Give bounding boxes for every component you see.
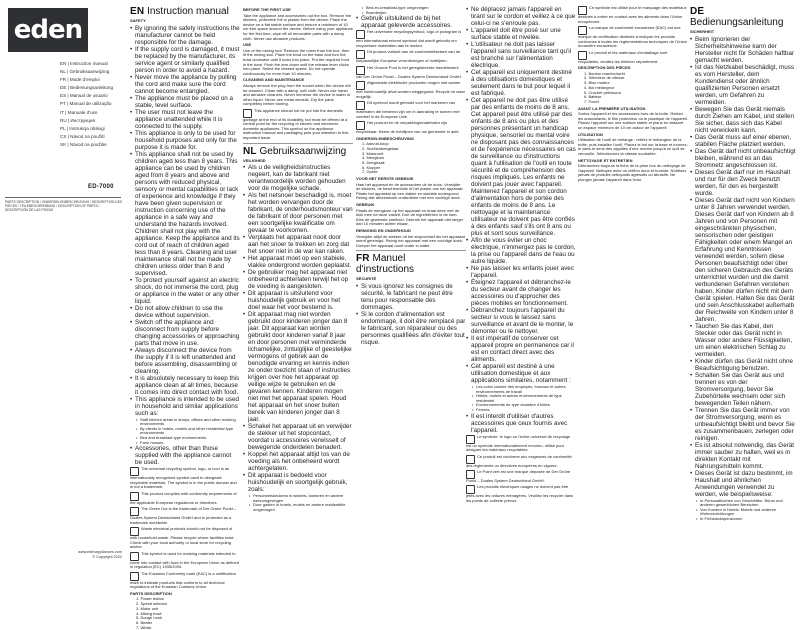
list-item: • This appliance shall not be used by children aged less than 8 years. This appliance can be used by children aged from 8 years and above and persons with reduced physical, sensory or mental capabilities or lack of experience and knowledge if they have been given supervision or instruction concerning use of the appliance in a safe way and understand the hazards involved. Children shall not play with the appliance. Keep the appliance and its cord out of reach of children aged less than 8 years. Cleaning and user maintenance shall not be made by children unless older than 8 and supervised. <box>130 151 240 277</box>
use-heading: USE <box>243 42 252 48</box>
list-item: 7. Fouet <box>584 98 599 104</box>
column-en-1 <box>130 6 240 630</box>
ce-note: Dit product voldoet aan de conformiteitseisen van de toepasselijke Europese verordeningen of richtlijnen. <box>356 49 461 64</box>
before-use-heading: BEFORE THE FIRST USE <box>243 7 291 12</box>
weee-note: Waste electrical products should not be disposed of with household waste. Please recycle where facilities exist. Check with your local authority or local store for recycling advice. <box>130 526 235 550</box>
recycling-note: Le symbole, le logo ou l'icône universel de recyclage est un symbole internationalement reconnu, utilisé pour désigner les matériaux recyclables. <box>466 433 571 453</box>
use-heading: UTILISATION <box>578 131 603 137</box>
green-dot-note: The Green Dot is the trademark of Der Grüne Punkt – Duales System Deutschland GmbH and is protected as a trademark worldwide. <box>130 506 237 525</box>
list-item: • Hôtels, motels et autres environnements de type résidentiel <box>472 394 576 403</box>
packaging-note: Het product en de verpakkingsmaterialen zijn recyclebaar. Neem de richtlijnen van uw gemeente in acht. <box>356 119 460 134</box>
list-item: • Farm houses <box>136 441 240 446</box>
list-item: • Éteignez l'appareil et débranchez-le du secteur avant de changer les accessoires ou d'approcher des pièces mobiles en fonctionnement. <box>466 279 576 307</box>
list-item: 1. Bouton marche/arrêt <box>584 70 625 76</box>
list-item: • Bewegen Sie das Gerät niemals durch Ziehen am Kabel, und stellen Sie sicher, dass sich das Kabel nicht verwickeln kann. <box>690 106 796 134</box>
section-title-fr: FR Manuel d'instructions <box>356 253 415 276</box>
parts-heading: PARTS DESCRIPTION <box>130 590 172 596</box>
list-item: • In Personalküchen von Geschäften, Büros und anderen gewerblichen Bereichen <box>696 499 796 508</box>
usage-list-cont <box>362 6 466 15</box>
list-item: • It is absolutely necessary to keep this appliance clean at all times, because it comes into direct contact with food. <box>130 375 240 396</box>
cleaning-heading: CLEANING AND MAINTENANCE <box>243 77 305 83</box>
cover-column <box>0 0 126 575</box>
list-item: • Always disconnect the device from the supply if it is left unattended and before assembling, disassembling or cleaning. <box>130 347 240 375</box>
list-item: • Fermes <box>472 408 576 413</box>
list-item: • Dieses Gerät darf nicht von Kindern unter 8 Jahren verwendet werden. Dieses Gerät darf von Kindern ab 8 Jahren und von Personen mit eingeschränkten physischen, sensorischen oder geistigen Fähigkeiten oder einem Mangel an Erfahrung und Kenntnissen verwendet werden, sofern diese Personen beaufsichtigt oder über den sicheren Gebrauch des Geräts unterrichtet wurden und die damit verbundenen Gefahren verstehen haben. Kinder dürfen nicht mit dem Gerät spielen. Halten Sie das Gerät und sein Anschlusskabel außerhalb der Reichweite von Kindern unter 8 Jahren. <box>690 197 796 323</box>
list-item: • Cet appareil est destiné à une utilisation domestique et aux applications similaires, notamment : <box>466 363 576 384</box>
before-use-text: Take the appliance and accessories out the box. Remove the stickers, protective foil or plastic from the device. Place the device on a flat stable surface and ensure a minimum of 10 cm free space around the device. Before using your appliance for the first time, wipe off all removable parts with a damp cloth. Never use abrasive products. <box>243 12 353 41</box>
list-item: • The appliance must be placed on a stable, level surface. <box>130 95 240 109</box>
list-item: • Das Gerät darf nicht unbeaufsichtigt bleiben, während es an das Stromnetz angeschlossen ist. <box>690 148 796 169</box>
divider <box>356 250 466 251</box>
list-item: • Boerderijen <box>362 11 466 16</box>
list-item: • Si vous ignorez les consignes de sécurité, le fabricant ne peut être tenu pour responsable des dommages. <box>356 283 466 311</box>
parts-heading: DESCRIPTION DES PIÈCES <box>578 65 631 71</box>
list-item: • Débranchez toujours l'appareil du secteur si vous le laissez sans surveillance et avant de le monter, le démonter ou le nettoyer. <box>466 307 576 335</box>
green-dot-note: Le Point vert est une marque déposée de Der Grüne Punkt – Duales System Deutschland GmbH. <box>466 468 571 483</box>
safety-list-cont <box>466 6 576 384</box>
list-item: • Schalten Sie das Gerät aus und trennen es von der Stromversorgung, bevor Sie Zubehörteile wechseln oder sich bewegenden Teilen nähern. <box>690 372 796 407</box>
copyright: © Copyright 2022 <box>92 555 122 559</box>
list-item: • Never move the appliance by pulling the cord and make sure the cord cannot become entangled. <box>130 74 240 95</box>
language-entry: NL | Gebruiksaanwijzing <box>60 69 110 75</box>
list-item: • Environnements de type chambre d'hôtes <box>472 403 576 408</box>
language-index <box>60 60 124 149</box>
parts-list <box>584 72 688 105</box>
cleaning-text: Always remove the plug from the socket when the device will be cleaned. Clean with a damp, soft cloth. Never use harsh and abrasive cleaners. Never immerse the device in water or other liquid. Never use metal utensils. Dry the parts completely before storing. <box>243 82 351 107</box>
food-contact-note: Ce symbole est utilisé pour le marquage des matériaux destinés à entrer en contact avec les aliments dans l'Union européenne. <box>578 5 687 24</box>
list-item: • Il est interdit d'utiliser d'autres accessoires que ceux fournis avec l'appareil. <box>466 413 576 434</box>
list-item: • By ignoring the safety instructions the manufacturer cannot be held responsible for the damage. <box>130 25 240 46</box>
ce-note: This product complies with conformity requirements of the applicable European regulations or directives. <box>130 490 237 505</box>
usage-list <box>472 385 576 413</box>
list-item: 2. Speed selector <box>136 601 168 607</box>
list-item: • De gebruiker mag het apparaat niet onbeheerd achterlaten terwijl het op de voeding is aangesloten. <box>243 269 353 290</box>
column-en-2 <box>243 6 353 568</box>
list-item: • Als u de veiligheidsinstructies negeert, kan de fabrikant niet verantwoordelijk worden gehouden voor de mogelijke schade. <box>243 164 353 192</box>
list-item: • Cet appareil est uniquement destiné à des utilisations domestiques et seulement dans le but pour lequel il est fabriqué. <box>466 69 576 97</box>
list-item: • Gebruik uitsluitend de bij het apparaat geleverde accessoires. <box>356 15 466 29</box>
list-item: • Bed and breakfast type environments <box>136 436 240 441</box>
list-item: • The user must not leave the appliance unattended while it is connected to the supply. <box>130 109 240 130</box>
food-contact-note: This symbol is used for marking materials intended to come into contact with food in the European Union as defined in regulation (EC) 1935/2004. <box>130 550 239 570</box>
list-item: 2. Snelheidsregelaar <box>362 145 399 151</box>
recycling-note: Het universele recyclingsymbool, logo of pictogram is een internationaal erkend symbool dat wordt gebruikt om recyclebare materialen aan te duiden. <box>356 29 462 48</box>
section-title-nl: NL Gebruiksaanwijzing <box>243 145 347 157</box>
list-item: • By clients in hotels, motels and other residential type environments <box>136 427 240 436</box>
list-item: • Door gasten in hotels, motels en andere residentiële omgevingen <box>249 503 353 512</box>
list-item: 4. Mixing bowl <box>136 610 162 616</box>
list-item: • Dit apparaat mag niet worden gebruikt door kinderen jonger dan 8 jaar. Dit apparaat kan worden gebruikt door kinderen vanaf 8 jaar en door personen met verminderde lichamelijke, zintuiglijke of geestelijke vermogens of gebrek aan de benodigde ervaring en kennis indien ze onder toezicht staan of instructies krijgen over hoe het apparaat op veilige wijze te gebruiken en de gevaren kennen. Kinderen mogen niet met het apparaat spelen. Houd het apparaat en het snoer buiten bereik van kinderen jonger dan 8 jaar. <box>243 311 353 423</box>
list-item: • L'utilisateur ne doit pas laisser l'appareil sans surveillance tant qu'il est branché sur l'alimentation électrique. <box>466 41 576 69</box>
list-item: • Dit apparaat is uitsluitend voor huishoudelijk gebruik en voor het doel waar het voor bestemd is. <box>243 290 353 311</box>
list-item: • Das Gerät muss auf einer ebenen, stabilen Fläche platziert werden. <box>690 134 796 148</box>
list-item: • L'appareil doit être posé sur une surface stable et nivelée. <box>466 27 576 41</box>
weee-note: Les produits électriques usagés ne doivent pas être jetés avec les ordures ménagères. Veuillez les recycler dans les points de collecte prévus. <box>466 484 574 503</box>
list-item: • Cet appareil ne doit pas être utilisé par des enfants de moins de 8 ans. Cet appareil peut être utilisé par des enfants de 8 ans ou plus et des personnes présentant un handicap physique, sensoriel ou mental voire ne disposant pas des connaissances et de l'expérience nécessaires en cas de surveillance ou d'instructions quant à l'utilisation de l'outil en toute sécurité et de compréhension des risques impliqués. Les enfants ne doivent pas jouer avec l'appareil. Maintenez l'appareil et son cordon d'alimentation hors de portée des enfants de moins de 8 ans. Le nettoyage et la maintenance utilisateur ne doivent pas être confiés à des enfants sauf s'ils ont 8 ans ou plus et sont sous surveillance. <box>466 97 576 237</box>
list-item: 2. Sélecteur de vitesse <box>584 75 625 81</box>
list-item: • Accessories, other than those supplied with the appliance cannot be used. <box>130 445 240 466</box>
website-link[interactable]: www.edenappliances.com <box>78 550 122 554</box>
cleaning-heading: NETTOYAGE ET ENTRETIEN <box>578 157 633 163</box>
list-item: • In Frühstückspensionen <box>696 517 796 522</box>
language-entry: DE | Bedienungsanleitung <box>60 85 114 91</box>
list-item: • Trennen Sie das Gerät immer von der Stromversorgung, wenn es unbeaufsichtigt bleibt und bevor Sie es zusammenbauen, zerlegen oder reinigen. <box>690 407 796 442</box>
list-item: • Von Kunden in Hotels, Motels und anderen Wohneinrichtungen <box>696 508 796 517</box>
ce-note: Ce produit est conforme aux exigences de conformité des règlements ou directives européens en vigueur. <box>466 453 572 468</box>
safety-list <box>690 36 796 498</box>
language-entry: RU | Инструкция <box>60 117 96 123</box>
language-entry: IT | Manuale d'uso <box>60 109 98 115</box>
list-item: • Dit apparaat is bedoeld voor huishoudelijk en soortgelijk gebruik, zoals: <box>243 472 353 493</box>
disposal-note: This appliance should not be put into the domestic garbage at the end of its durability, but must be offered at a central point for the recycling of electric and electronic domestic appliances. This symbol on the appliance, instruction manual and packaging puts your attention to this important issue. <box>243 107 349 141</box>
accessories-bullet <box>466 413 576 434</box>
model-number: ED-7000 <box>88 184 114 190</box>
list-item: 4. Bol mélangeur <box>584 84 615 90</box>
list-item: 1. Aan/uit-knop <box>362 141 389 147</box>
section-title-en: EN Instruction manual <box>130 6 229 17</box>
list-item: 5. Crochet pétrisseur <box>584 89 622 95</box>
language-entry: FR | Mode d'emploi <box>60 77 100 83</box>
list-item: 4. Mengkom <box>362 155 385 161</box>
use-heading: GEBRUIK <box>356 202 375 207</box>
use-text: Utilisation de l'outil de mélange : retirez le mélangeur de la boîte, puis installez l'outil. Placez le bol sur la base et tournez-le dans le sens des aiguilles d'une montre jusqu'à ce qu'il se verrouille. Sélectionnez la vitesse souhaitée. <box>578 137 688 157</box>
list-item: • Dieses Gerät darf nur im Haushalt und nur für den Zweck benutzt werden, für den es hergestellt wurde. <box>690 169 796 197</box>
language-entry: EN | Instruction manual <box>60 61 108 66</box>
cleaning-text: Verwijder altijd de stekker uit het stopcontact als het apparaat wordt gereinigd. Reinig het apparaat met een vochtige doek. Dompel het apparaat nooit onder in water. <box>356 233 465 248</box>
column-fr <box>466 6 576 568</box>
green-dot-note: Het Groene Punt is het geregistreerde handelsmerk van Der Grüne Punkt – Duales System Deutschland GmbH. <box>356 64 463 79</box>
parts-list <box>362 142 466 175</box>
usage-list <box>249 494 353 512</box>
packaging-note: Le produit et les matériaux d'emballage sont recyclables, veuillez les éliminer séparément. <box>578 49 668 64</box>
list-item: 3. Motor unit <box>136 605 159 611</box>
list-item: • Het apparaat moet op een stabiele, vlakke ondergrond worden geplaatst. <box>243 255 353 269</box>
list-item: • This appliance is intended to be used in household and similar applications such as: <box>130 396 240 417</box>
language-entry: CS | Návod na použití <box>60 133 105 139</box>
language-entry: SK | Návod na použitie <box>60 141 107 147</box>
parts-description-note: PARTS DESCRIPTION / ONDERDELENBESCHRIJVING / DESCRIPTION DES PIÈCES / TEILEBESCHREIBUNG / DESCRIPTION OF PARTS / DESCRIPCIÓN DE LAS PIEZAS <box>5 200 123 213</box>
cleaning-text: Débranchez toujours la fiche de la prise lors du nettoyage de l'appareil. Nettoyez avec un chiffon doux et humide. N'utilisez jamais de produits nettoyants agressifs ou abrasifs. Ne plongez jamais l'appareil dans l'eau. <box>578 163 687 182</box>
list-item: • Les coins cuisine des employés, bureaux et autres environnements de travail <box>472 385 576 394</box>
list-item: • Dieses Gerät ist dazu bestimmt, im Haushalt und ähnlichen Anwendungen verwendet zu werden, wie beispielsweise: <box>690 470 796 498</box>
list-item: • Ne déplacez jamais l'appareil en tirant sur le cordon et veillez à ce que celui-ci ne s'enroule pas. <box>466 6 576 27</box>
eac-note: La marque de conformité eurasienne (EAC) est une marque de certification destinée à indiquer les produits conformes à toutes les réglementations techniques de l'Union douanière eurasienne. <box>578 24 688 49</box>
column-nl <box>356 6 466 568</box>
list-item: • Bed-en-breakfast-type omgevingen <box>362 6 466 11</box>
safety-heading: SÉCURITÉ <box>356 276 377 282</box>
list-item: • Personeelskeukens in winkels, kantoren en andere werkomgevingen <box>249 494 353 503</box>
list-item: 3. Motorunit <box>362 150 384 156</box>
column-de <box>690 6 796 568</box>
safety-heading: VEILIGHEID <box>243 157 266 163</box>
before-use-heading: AVANT LA PREMIÈRE UTILISATION <box>578 105 646 111</box>
list-item: 1. Power button <box>136 596 165 602</box>
list-item: • Koppel het apparaat altijd los van de voeding als het onbeheerd wordt achtergelaten. <box>243 451 353 472</box>
divider <box>5 197 121 198</box>
list-item: • Als het netsnoer beschadigd is, moet het worden vervangen door de fabrikant, de onderhoudsmonteur van de fabrikant of door personen met een soortgelijke kwalificatie om gevaar te voorkomen. <box>243 192 353 234</box>
list-item: • Ne pas laisser les enfants jouer avec l'appareil. <box>466 265 576 279</box>
list-item: 3. Bloc moteur <box>584 80 610 86</box>
list-item: • Staff kitchen areas in shops, offices and other working environments <box>136 418 240 427</box>
use-text: Plaats de mengkom op het apparaat en draai deze met de klok mee tot deze vastzit. Doe de ingrediënten in de kom. Kies de gewenste snelheid. Gebruik het apparaat niet langer dan 10 minuten achter elkaar. <box>356 207 464 227</box>
list-item: • To protect yourself against an electric shock, do not immerse the cord, plug or appliance in the water or any other liquid. <box>130 277 240 305</box>
accessories-bullet <box>356 15 466 29</box>
language-entry: PL | Instrukcja obsługi <box>60 125 105 131</box>
list-item: 6. Beater <box>136 619 153 625</box>
language-entry: PT | Manual de utilização <box>60 101 112 107</box>
parts-list <box>136 597 240 630</box>
list-item: • Afin de vous éviter un choc électrique, n'immergez pas le cordon, la prise ou l'appareil dans de l'eau ou autre liquide. <box>466 237 576 265</box>
list-item: • Beim Ignorieren der Sicherheitshinweise kann der Hersteller nicht für Schäden haftbar gemacht werden. <box>690 36 796 64</box>
cleaning-heading: REINIGING EN ONDERHOUD <box>356 227 411 233</box>
list-item: • Tauchen Sie das Kabel, den Stecker oder das Gerät nicht in Wasser oder andere Flüssigkeiten, um einen elektrischen Schlag zu vermeiden. <box>690 323 796 358</box>
weee-note: Afgedankte elektrische producten mogen niet samen met huishoudelijk afval worden weggegooid. Recycle ze waar mogelijk. <box>356 79 465 99</box>
list-item: • Switch off the appliance and disconnect from supply before changing accessories or approaching parts that move in use. <box>130 319 240 347</box>
list-item: 5. Dough hook <box>136 615 163 621</box>
list-item: • Verplaats het apparaat nooit door aan het snoer te trekken en zorg dat het snoer niet in de war kan raken. <box>243 234 353 255</box>
brand-logo: eden <box>8 8 88 52</box>
before-use-heading: VOOR HET EERSTE GEBRUIK <box>356 176 414 182</box>
list-item: 6. Batteur <box>584 94 602 100</box>
list-item: • Do not allow children to use the device without supervision. <box>130 305 240 319</box>
list-item: • Kinder dürfen das Gerät nicht ohne Beaufsichtigung benutzen. <box>690 358 796 372</box>
use-text: Use of the mixing tool: Remove the mixer from the box, then fit the mixing tool. Place the bowl on the base and turn the bowl clockwise until it locks into place. Put the required food in the bowl. Push the arm down until the release lever clicks into place. Select the desired speed. Do not operate continuously for more than 10 minutes. <box>243 47 350 76</box>
safety-list <box>356 283 466 346</box>
parts-heading: ONDERDELENBESCHRIJVING <box>356 135 415 141</box>
safety-heading: SICHERHEIT <box>690 29 715 34</box>
list-item: • Ist das Netzkabel beschädigt, muss es vom Hersteller, dem Kundendienst oder ähnlich qualifizierten Personen ersetzt werden, um Gefahren zu vermeiden. <box>690 64 796 106</box>
food-contact-note: Dit symbool wordt gebruikt voor het markeren van materialen die bestemd zijn om in aanraking te komen met voedsel in de Europese Unie. <box>356 99 460 119</box>
list-item: • If the supply cord is damaged, it must be replaced by the manufacturer, its service agent or similarly qualified person in order to avoid a hazard. <box>130 46 240 74</box>
safety-list <box>243 164 353 493</box>
usage-list <box>136 418 240 446</box>
list-item: 5. Deeghaak <box>362 159 385 165</box>
recycling-note: The universal recycling symbol, logo, or icon is an internationally recognised symbol used to designate recyclable materials. The symbol is in the public domain and is not a trademark. <box>130 466 237 490</box>
list-item: • This appliance is only to be used for household purposes and only for the purpose it is made for. <box>130 130 240 151</box>
before-use-text: Haal het apparaat en de accessoires uit de doos. Verwijder de stickers, de beschermfolie of het plastic van het apparaat. Plaats het apparaat op een vlakke en stabiele ondergrond. Reinig alle afneembare onderdelen met een vochtige doek. <box>356 181 464 201</box>
list-item: 7. Garde <box>362 169 378 175</box>
before-use-text: Sortez l'appareil et les accessoires hors de la boîte. Retirez les autocollants, le film protecteur ou le plastique de l'appareil. Placez l'appareil sur une surface stable et plane en laissant un espace minimum de 10 cm autour de l'appareil. <box>578 111 688 131</box>
language-entry: ES | Manual de usuario <box>60 93 108 99</box>
column-fr-2 <box>578 6 688 568</box>
eac-note: The Eurasian Conformity mark (EAC) is a certification mark to indicate products that conform to all technical regulations of the Eurasian Customs Union. <box>130 570 236 590</box>
list-item: 7. Whisk <box>136 624 152 630</box>
safety-heading: SAFETY <box>130 18 146 23</box>
safety-list-end <box>130 445 240 466</box>
list-item: • Si le cordon d'alimentation est endommagé, il doit être remplacé par le fabricant, son réparateur ou des personnes qualifiées afin d'éviter tout risque. <box>356 311 466 346</box>
section-title-de: DE Bedienungsanleitung <box>690 6 784 28</box>
usage-list <box>696 499 796 522</box>
list-item: 6. Klopper <box>362 164 381 170</box>
cover-footer <box>72 550 122 560</box>
list-item: • Il est impératif de conserver cet appareil propre en permanence car il est en contact direct avec des aliments. <box>466 335 576 363</box>
safety-list <box>130 25 240 417</box>
list-item: • Es ist absolut notwendig, das Gerät immer sauber zu halten, weil es in direkten Kontakt mit Nahrungsmitteln kommt. <box>690 442 796 470</box>
list-item: • Schakel het apparaat uit en verwijder de stekker uit het stopcontact, voordat u accessoires verwisselt of bewegende onderdelen benadert. <box>243 423 353 451</box>
divider <box>243 143 353 144</box>
